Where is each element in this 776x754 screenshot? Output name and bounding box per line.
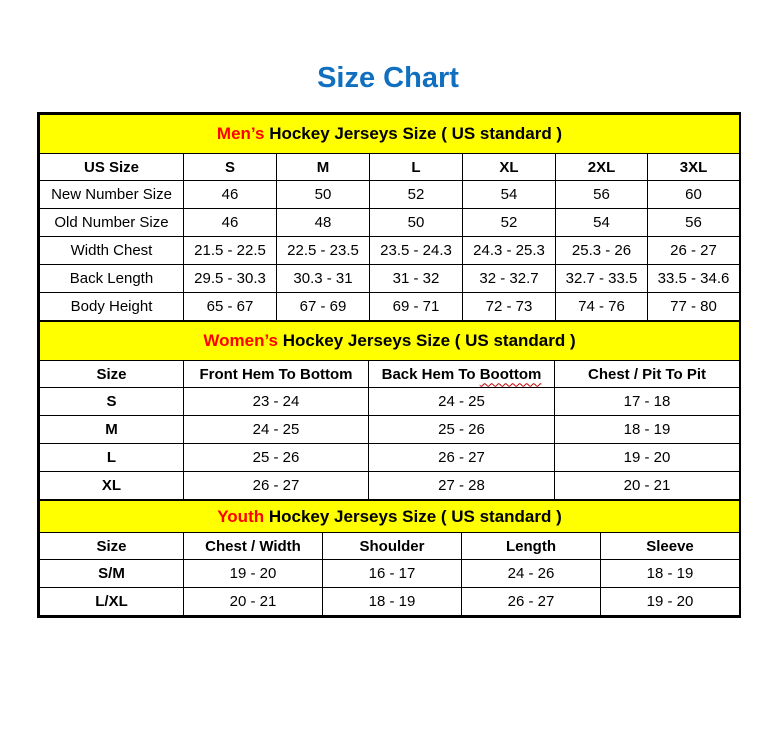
size-cell: 26 - 27 xyxy=(462,588,601,616)
size-cell: 54 xyxy=(463,181,556,209)
size-cell: 18 - 19 xyxy=(323,588,462,616)
size-cell: 69 - 71 xyxy=(370,293,463,321)
table-row xyxy=(40,293,740,321)
size-cell: 22.5 - 23.5 xyxy=(277,237,370,265)
size-cell: 54 xyxy=(556,209,648,237)
size-cell: 32 - 32.7 xyxy=(463,265,556,293)
size-cell: 60 xyxy=(648,181,740,209)
column-header: Shoulder xyxy=(323,533,462,560)
table-row xyxy=(40,416,740,444)
row-label: S/M xyxy=(40,560,184,588)
table-row xyxy=(40,265,740,293)
size-cell: 18 - 19 xyxy=(601,560,740,588)
size-cell: 24 - 25 xyxy=(184,416,369,444)
column-header: Chest / Pit To Pit xyxy=(555,361,740,388)
size-cell: 67 - 69 xyxy=(277,293,370,321)
mens-size-table xyxy=(39,114,740,321)
size-cell: 19 - 20 xyxy=(555,444,740,472)
column-header: 2XL xyxy=(556,154,648,181)
size-cell: 18 - 19 xyxy=(555,416,740,444)
size-cell: 56 xyxy=(648,209,740,237)
size-cell: 16 - 17 xyxy=(323,560,462,588)
size-cell: 77 - 80 xyxy=(648,293,740,321)
column-header: Front Hem To Bottom xyxy=(184,361,369,388)
table-row xyxy=(40,181,740,209)
size-cell: 19 - 20 xyxy=(601,588,740,616)
size-cell: 25 - 26 xyxy=(369,416,555,444)
size-cell: 24 - 26 xyxy=(462,560,601,588)
size-cell: 50 xyxy=(370,209,463,237)
column-header: Chest / Width xyxy=(184,533,323,560)
size-cell: 30.3 - 31 xyxy=(277,265,370,293)
mens-section-rest: Hockey Jerseys Size ( US standard ) xyxy=(269,124,563,143)
size-cell: 26 - 27 xyxy=(184,472,369,500)
size-cell: 65 - 67 xyxy=(184,293,277,321)
size-cell: 23 - 24 xyxy=(184,388,369,416)
womens-section-rest: Hockey Jerseys Size ( US standard ) xyxy=(282,331,576,350)
size-cell: 74 - 76 xyxy=(556,293,648,321)
size-cell: 27 - 28 xyxy=(369,472,555,500)
row-label: Back Length xyxy=(40,265,184,293)
mens-section-band xyxy=(40,115,740,154)
table-row xyxy=(40,237,740,265)
size-cell: 33.5 - 34.6 xyxy=(648,265,740,293)
size-cell: 46 xyxy=(184,209,277,237)
column-header: Size xyxy=(40,533,184,560)
column-header: S xyxy=(184,154,277,181)
womens-section-accent: Women’s xyxy=(203,331,278,350)
size-cell: 19 - 20 xyxy=(184,560,323,588)
womens-header-row xyxy=(40,361,740,388)
row-label: L/XL xyxy=(40,588,184,616)
row-label: XL xyxy=(40,472,184,500)
womens-section-title xyxy=(40,322,740,361)
size-chart-sheet xyxy=(37,112,741,618)
back-hem-typo-word: Boottom xyxy=(479,365,542,383)
size-cell: 17 - 18 xyxy=(555,388,740,416)
size-cell: 21.5 - 22.5 xyxy=(184,237,277,265)
mens-section-accent: Men’s xyxy=(216,124,265,143)
size-cell: 24.3 - 25.3 xyxy=(463,237,556,265)
size-cell: 72 - 73 xyxy=(463,293,556,321)
size-cell: 52 xyxy=(370,181,463,209)
row-label: Old Number Size xyxy=(40,209,184,237)
column-header: L xyxy=(370,154,463,181)
size-cell: 31 - 32 xyxy=(370,265,463,293)
table-row xyxy=(40,388,740,416)
youth-section-band xyxy=(40,501,740,533)
youth-size-table xyxy=(39,500,740,616)
column-header: Sleeve xyxy=(601,533,740,560)
row-label: S xyxy=(40,388,184,416)
size-cell: 20 - 21 xyxy=(555,472,740,500)
womens-section-band xyxy=(40,322,740,361)
size-cell: 25 - 26 xyxy=(184,444,369,472)
column-header: XL xyxy=(463,154,556,181)
size-cell: 52 xyxy=(463,209,556,237)
mens-section-title xyxy=(40,115,740,154)
youth-section-title xyxy=(40,501,740,533)
column-header xyxy=(369,361,555,388)
row-label: L xyxy=(40,444,184,472)
column-header: Size xyxy=(40,361,184,388)
back-hem-prefix: Back Hem To xyxy=(381,365,476,383)
column-header: 3XL xyxy=(648,154,740,181)
column-header: Length xyxy=(462,533,601,560)
row-label: Body Height xyxy=(40,293,184,321)
youth-section-accent: Youth xyxy=(217,506,265,526)
table-row xyxy=(40,560,740,588)
size-cell: 29.5 - 30.3 xyxy=(184,265,277,293)
youth-section-rest: Hockey Jerseys Size ( US standard ) xyxy=(268,506,562,526)
row-label: Width Chest xyxy=(40,237,184,265)
size-cell: 56 xyxy=(556,181,648,209)
mens-header-row xyxy=(40,154,740,181)
column-header: M xyxy=(277,154,370,181)
table-row xyxy=(40,444,740,472)
table-row xyxy=(40,472,740,500)
table-row xyxy=(40,209,740,237)
page-title: Size Chart xyxy=(317,62,459,94)
size-cell: 46 xyxy=(184,181,277,209)
column-header: US Size xyxy=(40,154,184,181)
size-cell: 20 - 21 xyxy=(184,588,323,616)
row-label: New Number Size xyxy=(40,181,184,209)
size-cell: 50 xyxy=(277,181,370,209)
size-cell: 26 - 27 xyxy=(369,444,555,472)
womens-size-table xyxy=(39,321,740,500)
size-cell: 26 - 27 xyxy=(648,237,740,265)
size-cell: 23.5 - 24.3 xyxy=(370,237,463,265)
size-cell: 25.3 - 26 xyxy=(556,237,648,265)
size-cell: 48 xyxy=(277,209,370,237)
row-label: M xyxy=(40,416,184,444)
table-row xyxy=(40,588,740,616)
youth-header-row xyxy=(40,533,740,560)
size-cell: 32.7 - 33.5 xyxy=(556,265,648,293)
size-cell: 24 - 25 xyxy=(369,388,555,416)
